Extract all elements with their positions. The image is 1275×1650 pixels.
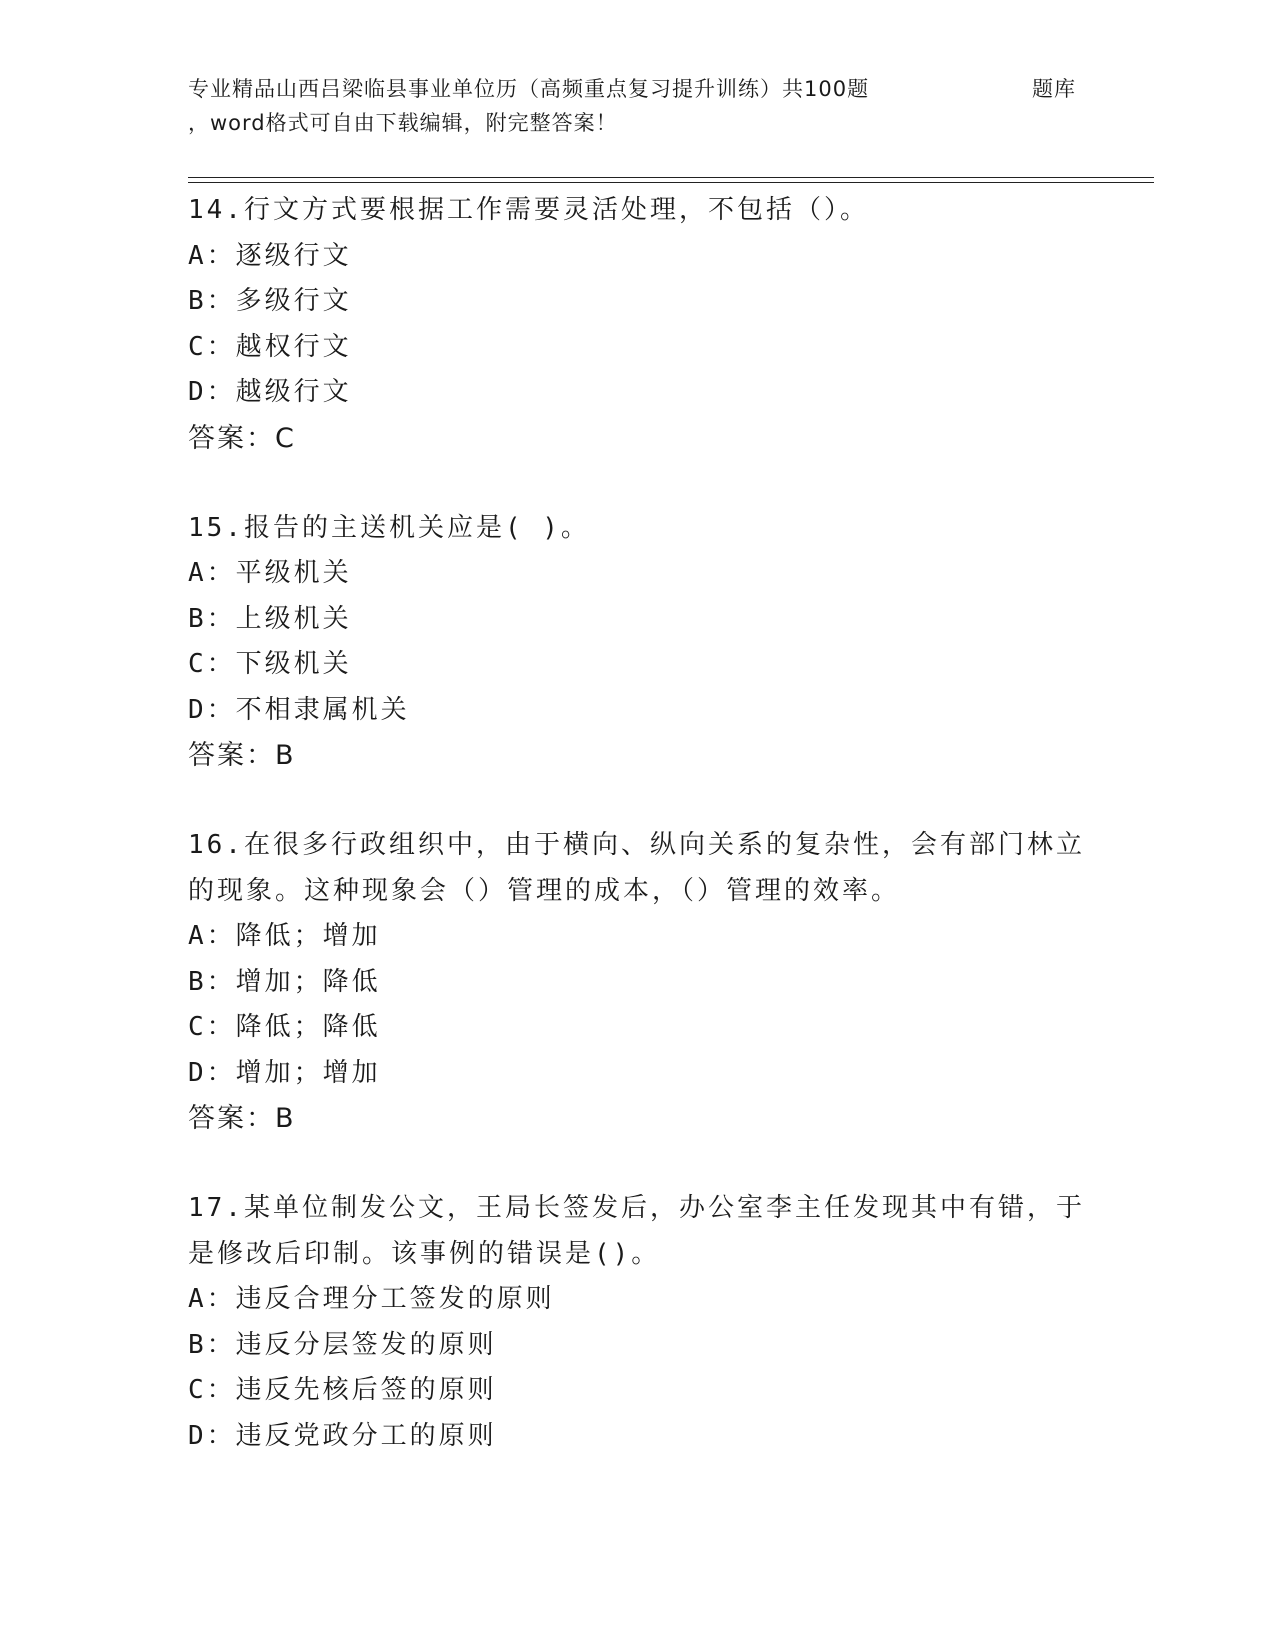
option-c: C：下级机关 — [188, 649, 352, 679]
option-c: C：越权行文 — [188, 331, 352, 362]
option-a: A：平级机关 — [188, 558, 352, 588]
header-divider-top — [188, 177, 1154, 178]
question-15 — [188, 506, 1088, 780]
question-stem: 17.某单位制发公文，王局长签发后，办公室李主任发现其中有错，于 — [188, 1193, 1085, 1223]
header-title: 专业精品山西吕梁临县事业单位历（高频重点复习提升训练）共100题 — [188, 77, 870, 101]
question-stem-continued: 的现象。这种现象会（）管理的成本，（）管理的效率。 — [188, 875, 901, 906]
question-17 — [188, 1186, 1088, 1459]
answer: 答案：B — [188, 1103, 296, 1134]
option-a: A：逐级行文 — [188, 240, 352, 271]
question-stem-continued: 是修改后印制。该事例的错误是()。 — [188, 1238, 661, 1269]
question-stem: 15.报告的主送机关应是( )。 — [188, 512, 590, 543]
option-b: B：多级行文 — [188, 286, 352, 316]
option-d: D：增加；增加 — [188, 1057, 381, 1088]
option-d: D：不相隶属机关 — [188, 694, 410, 725]
option-c: C：降低；降低 — [188, 1012, 381, 1042]
option-d: D：越级行文 — [188, 377, 352, 407]
header-divider-bottom — [188, 182, 1154, 183]
option-d: D：违反党政分工的原则 — [188, 1420, 497, 1451]
header-subtitle: ，word格式可自由下载编辑，附完整答案！ — [188, 111, 618, 135]
question-16 — [188, 823, 1088, 1142]
answer: 答案：B — [188, 740, 296, 771]
question-list — [188, 188, 1088, 1459]
option-c: C：违反先核后签的原则 — [188, 1375, 497, 1405]
option-a: A：降低；增加 — [188, 921, 381, 951]
option-b: B：上级机关 — [188, 603, 352, 634]
option-a: A：违反合理分工签发的原则 — [188, 1284, 555, 1314]
header-tag: 题库 — [1032, 77, 1076, 101]
page-header — [188, 72, 1148, 142]
question-stem: 14.行文方式要根据工作需要灵活处理，不包括（）。 — [188, 195, 869, 225]
answer: 答案：C — [188, 422, 296, 454]
question-14 — [188, 188, 1088, 462]
option-b: B：违反分层签发的原则 — [188, 1329, 497, 1360]
question-stem: 16.在很多行政组织中，由于横向、纵向关系的复杂性，会有部门林立 — [188, 830, 1085, 860]
option-b: B：增加；降低 — [188, 966, 381, 997]
